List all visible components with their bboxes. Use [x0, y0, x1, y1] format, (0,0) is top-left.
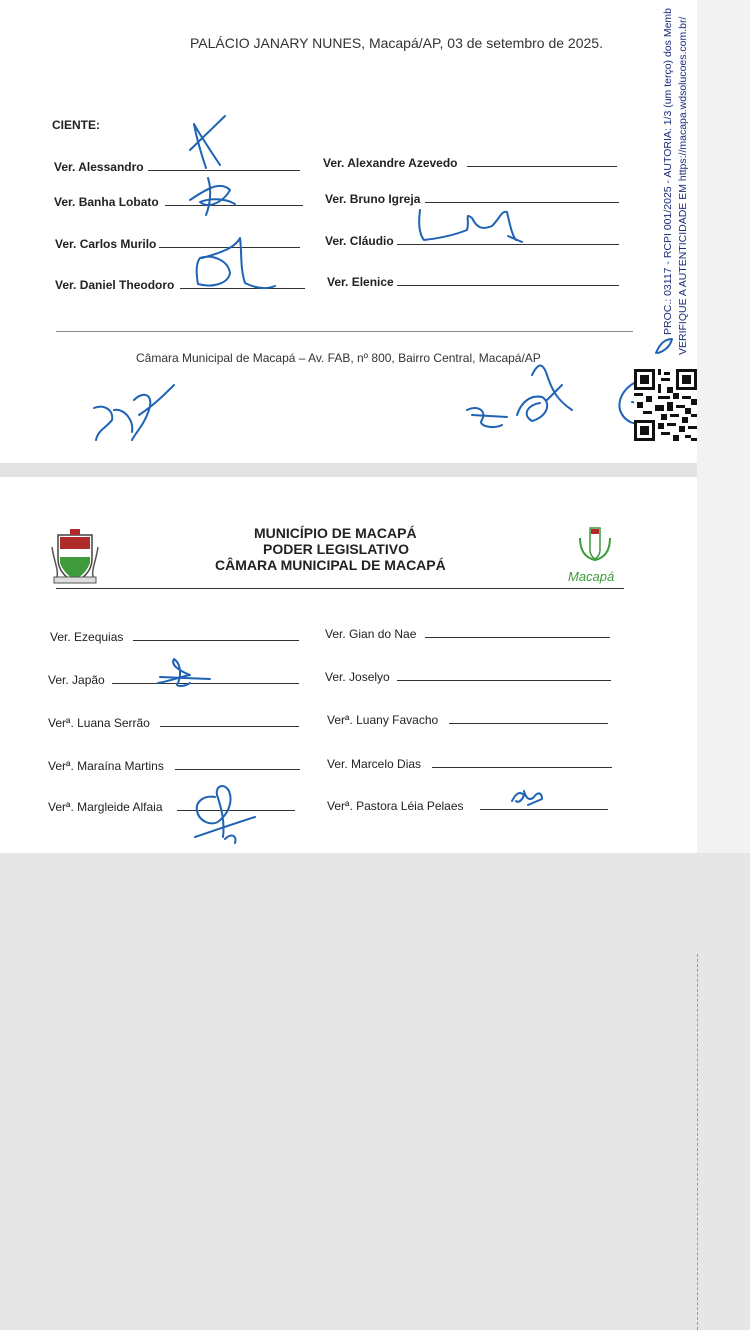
vereador-name: Ver. Elenice [327, 275, 394, 289]
vereador-name: Ver. Marcelo Dias [327, 757, 422, 771]
header-line3: CÂMARA MUNICIPAL DE MACAPÁ [215, 557, 446, 573]
handwritten-signature [652, 333, 677, 358]
signature-line [397, 285, 619, 286]
signature-line [133, 640, 299, 641]
vereador-name: Ver. Cláudio [325, 234, 394, 248]
header-divider [56, 588, 624, 589]
vereador-name: Verª. Luana Serrão [48, 716, 150, 730]
handwritten-signature [180, 170, 250, 220]
header-line1: MUNICÍPIO DE MACAPÁ [254, 525, 417, 541]
vereador-name: Ver. Daniel Theodoro [55, 278, 175, 292]
vereador-name: Verª. Maraína Martins [48, 759, 164, 773]
handwritten-signature [84, 380, 184, 450]
signature-line [432, 767, 612, 768]
authenticity-stamp-line1: PROC.: 03117 - RCPI 001/2025 - AUTORIA: 1/3 (um terço) dos Memb [662, 8, 674, 335]
ciente-label: CIENTE: [52, 118, 100, 132]
coat-of-arms-icon [50, 527, 100, 585]
signature-line [449, 723, 608, 724]
handwritten-signature [185, 777, 275, 853]
vereador-name: Verª. Margleide Alfaia [48, 800, 163, 814]
footer-address: Câmara Municipal de Macapá – Av. FAB, nº 800, Bairro Central, Macapá/AP [136, 351, 541, 365]
viewer-right-margin [697, 0, 750, 853]
handwritten-signature [150, 653, 220, 693]
vereador-name: Ver. Ezequias [50, 630, 124, 644]
handwritten-signature [462, 355, 582, 440]
vereador-name: Ver. Joselyo [325, 670, 390, 684]
handwritten-signature [412, 200, 527, 260]
vereador-name: Ver. Banha Lobato [54, 195, 159, 209]
vereador-name: Ver. Gian do Nae [325, 627, 417, 641]
handwritten-signature [508, 785, 548, 810]
vereador-name: Ver. Alessandro [54, 160, 144, 174]
vereador-name: Ver. Bruno Igreja [325, 192, 421, 206]
signature-line [467, 166, 617, 167]
vereador-name: Verª. Pastora Léia Pelaes [327, 799, 464, 813]
handwritten-signature [190, 228, 290, 298]
page-separator [0, 463, 697, 477]
signature-line [175, 769, 300, 770]
vereador-name: Ver. Carlos Murilo [55, 237, 157, 251]
signature-line [425, 637, 610, 638]
camara-logo-icon [566, 524, 624, 572]
camara-logo-text: Macapá [568, 569, 615, 584]
header-line2: PODER LEGISLATIVO [263, 541, 409, 557]
vereador-name: Ver. Alexandre Azevedo [323, 156, 458, 170]
vereador-name: Ver. Japão [48, 673, 105, 687]
footer-divider [56, 331, 633, 332]
document-page-2 [0, 477, 697, 853]
qr-code-icon [634, 369, 697, 441]
authenticity-stamp-line2: VERIFIQUE A AUTENTICIDADE EM https://macapa.wdsolucoes.com.br/ [677, 16, 689, 355]
document-page-1 [0, 0, 697, 463]
date-line: PALÁCIO JANARY NUNES, Macapá/AP, 03 de setembro de 2025. [190, 35, 603, 51]
signature-line [160, 726, 299, 727]
signature-line [397, 680, 611, 681]
page-edge [695, 954, 698, 1330]
vereador-name: Verª. Luany Favacho [327, 713, 439, 727]
